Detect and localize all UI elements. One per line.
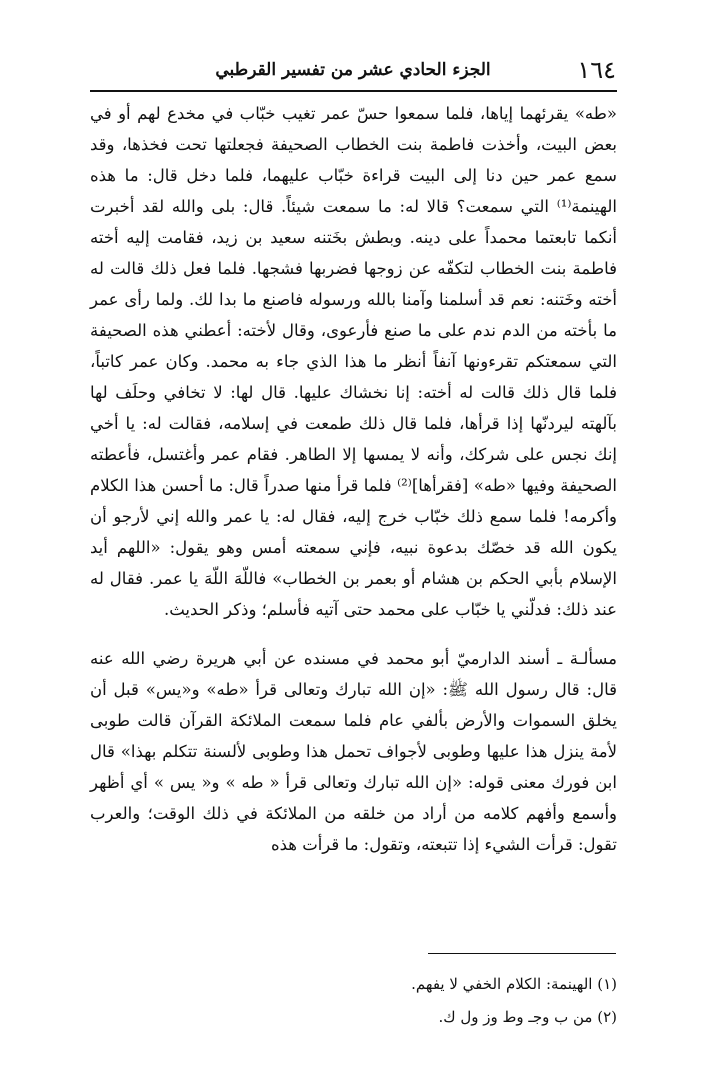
header-rule (90, 90, 617, 92)
footnotes (90, 968, 617, 1034)
paragraph-masala: مسألـة ـ أسند الدارميّ أبو محمد في مسنده عن أبي هريرة رضي الله عنه قال: قال رسول الله ﷺ: «إن الله تبارك وتعالى قرأ «طه» و«يس» قبل أن يخلق السموات والأرض بألفي عام فلما سمعت الملائكة القرآن قالت طوبى لأمة ينزل هذا عليها وطوبى لأجواف تحمل هذا وطوبى لألسنة تتكلم بهذا» قال ابن فورك معنى قوله: «إن الله تبارك وتعالى قرأ « طه » و« يس » أي أظهر وأسمع وأفهم كلامه من أراد من خلقه من الملائكة في ذلك الوقت؛ والعرب تقول: قرأت الشيء إذا تتبعته، وتقول: ما قرأت هذه (90, 649, 617, 854)
paragraph-story: «طه» يقرئهما إياها، فلما سمعوا حسّ عمر تغيب خبّاب في مخدع لهم أو في بعض البيت، وأخذت فاطمة بنت الخطاب الصحيفة فجعلتها تحت فخذها، وقد سمع عمر حين دنا إلى البيت قراءة خبّاب عليهما، فلما دخل قال: ما هذه الهينمة⁽¹⁾ التي سمعت؟ قالا له: ما سمعت شيئاً. قال: بلى والله لقد أخبرت أنكما تابعتما محمداً على دينه. وبطش بخَتنه سعيد بن زيد، فقامت إليه أخته فاطمة بنت الخطاب لتكفّه عن زوجها فضربها فشجها. فلما فعل ذلك قالت له أخته وخَتنه: نعم قد أسلمنا وآمنا بالله ورسوله فاصنع ما بدا لك. ولما رأى عمر ما بأخته من الدم ندم على ما صنع فأرعوى، وقال لأخته: أعطني هذه الصحيفة التي سمعتكم تقرءونها آنفاً أنظر ما هذا الذي جاء به محمد. وكان عمر كاتباً، فلما قال ذلك قالت له أخته: إنا نخشاك عليها. قال لها: لا تخافي وحلَف لها بآلهته ليردنّها إذا قرأها، فلما قال ذلك طمعت في إسلامه، فقالت له: يا أخي إنك نجس على شركك، وأنه لا يمسها إلا الطاهر. فقام عمر وأغتسل، فأعطته الصحيفة وفيها «طه» [فقرأها]⁽²⁾ فلما قرأ منها صدراً قال: ما أحسن هذا الكلام وأكرمه! فلما سمع ذلك خبّاب خرج إليه، فقال له: يا عمر والله إني لأرجو أن يكون الله قد خصّك بدعوة نبيه، فإني سمعته أمس وهو يقول: «اللهم أيد الإسلام بأبي الحكم بن هشام أو بعمر بن الخطاب» فاللّهَ اللّهَ يا عمر. فقال له عند ذلك: فدلّني يا خبّاب على محمد حتى آتيه فأسلم؛ وذكر الحديث. (90, 104, 617, 619)
page-header (90, 52, 616, 92)
footnote-1: (١) الهينمة: الكلام الخفي لا يفهم. (411, 975, 617, 993)
footnote-2: (٢) من ب وجـ وط وز ول ك. (438, 1008, 617, 1026)
page-number: ١٦٤ (577, 56, 616, 84)
body-text (90, 98, 617, 860)
footnote-rule (428, 953, 616, 954)
running-title: الجزء الحادي عشر من تفسير القرطبي (215, 60, 491, 80)
